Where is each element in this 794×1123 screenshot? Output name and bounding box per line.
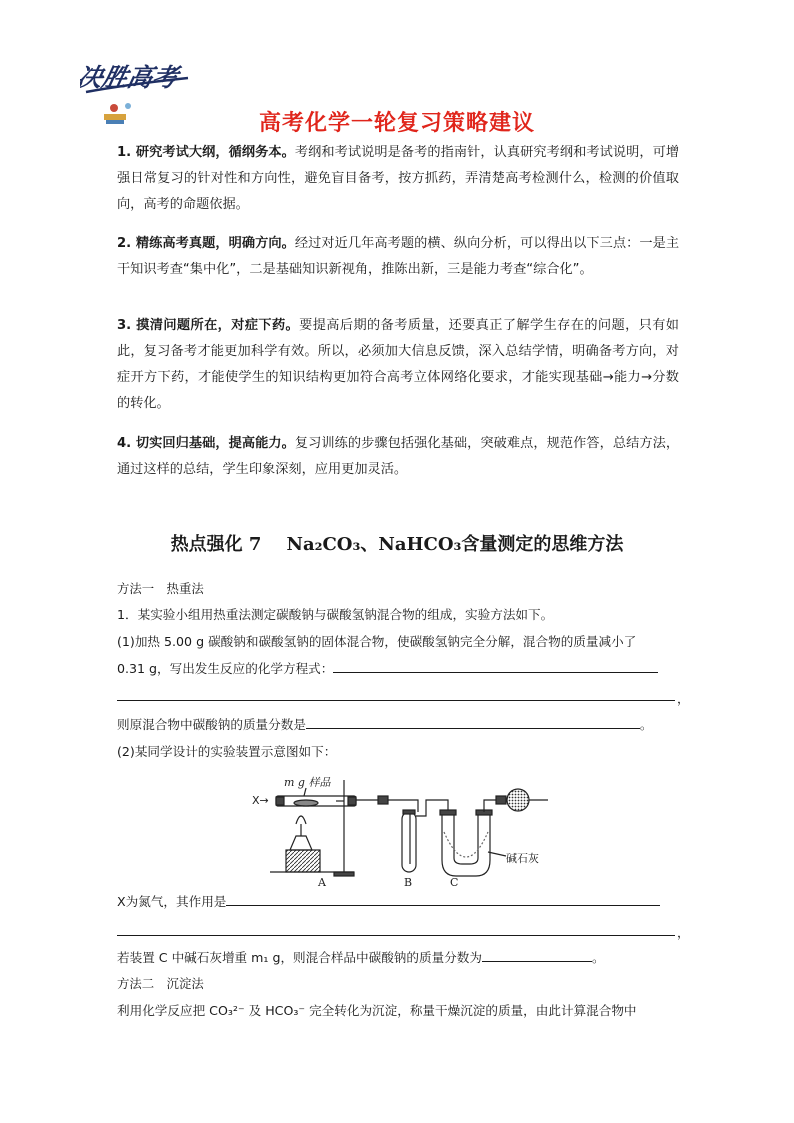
sample-label: m g 样品 xyxy=(284,776,331,789)
q1-nitrogen-role xyxy=(117,889,682,915)
soda-lime-prompt: 若装置 C 中碱石灰增重 m₁ g，则混合样品中碳酸钠的质量分数为 xyxy=(117,950,482,965)
soda-lime-label: 碱石灰 xyxy=(506,852,539,865)
answer-blank-na2co3-fraction[interactable] xyxy=(482,947,592,962)
section-title-prefix: 热点强化 7 xyxy=(170,534,262,555)
answer-blank-mass-fraction[interactable] xyxy=(306,714,640,729)
answer-blank-equation[interactable] xyxy=(333,658,658,673)
logo-text: 决胜高考 xyxy=(80,62,181,92)
tip-heading: 4. 切实回归基础，提高能力。 xyxy=(117,436,295,451)
label-c: C xyxy=(450,876,459,889)
q1-part1-prompt: 0.31 g，写出发生反应的化学方程式： xyxy=(117,661,334,676)
tip-text: 考纲和考试说明是备考的指南针，认真研究考纲和考试说明，可增强日常复习的针对性和方向性，避免盲目备考，按方抓药，弄清楚高考检测什么，检测的价值取向，高考的命题依据。 xyxy=(117,145,680,212)
answer-blank-nitrogen-cont[interactable] xyxy=(117,935,675,936)
tip-text: 要提高后期的备考质量，还要真正了解学生存在的问题，只有如此，复习备考才能更加科学有效。所以，必须加大信息反馈，深入总结学情，明确备考方向，对症开方下药，才能使学生的知识结构更加符合高考立体网络化要求，才能实现基础→能力→分数的转化。 xyxy=(117,318,679,411)
q1-mass-fraction xyxy=(117,712,682,738)
tip-heading: 1. 研究考试大纲，循纲务本。 xyxy=(117,145,295,160)
tip-heading: 3. 摸清问题所在，对症下药。 xyxy=(117,318,300,333)
section-title xyxy=(0,530,794,556)
method2-text: 利用化学反应把 CO₃²⁻ 及 HCO₃⁻ 完全转化为沉淀，称量干燥沉淀的质量，由此计算混合物中 xyxy=(117,1003,637,1018)
tip-heading: 2. 精练高考真题，明确方向。 xyxy=(117,236,295,251)
q1-part1-line2 xyxy=(117,656,682,682)
tip-text: 复习训练的步骤包括强化基础，突破难点，规范作答，总结方法，通过这样的总结，学生印象深刻，应用更加灵活。 xyxy=(117,436,680,477)
comma: ， xyxy=(677,691,690,706)
question-1: 1．某实验小组用热重法测定碳酸钠与碳酸氢钠混合物的组成，实验方法如下。 xyxy=(117,607,554,622)
x-label: X→ xyxy=(252,794,269,807)
tip-2 xyxy=(117,231,679,283)
period: 。 xyxy=(591,950,605,965)
label-b: B xyxy=(404,876,413,889)
answer-blank-equation-cont[interactable] xyxy=(117,700,675,701)
section-title-suffix: 含量测定的思维方法 xyxy=(461,534,624,555)
tip-4 xyxy=(117,431,679,483)
mass-fraction-prompt: 则原混合物中碳酸钠的质量分数是 xyxy=(117,717,306,732)
section-title-formula: Na₂CO₃、NaHCO₃ xyxy=(286,534,462,555)
label-a: A xyxy=(318,876,326,889)
nitrogen-role-prompt: X为氮气，其作用是 xyxy=(117,894,227,909)
q1-soda-lime xyxy=(117,945,682,971)
method2-heading: 方法二 沉淀法 xyxy=(117,976,204,991)
period: 。 xyxy=(639,717,653,732)
tip-3 xyxy=(117,313,679,417)
apparatus-diagram xyxy=(250,772,550,892)
method1-heading: 方法一 热重法 xyxy=(117,581,204,596)
answer-blank-nitrogen[interactable] xyxy=(226,891,660,906)
tip-text: 经过对近几年高考题的横、纵向分析，可以得出以下三点：一是主干知识考查“集中化”，二是基础知识新视角，推陈出新，三是能力考查“综合化”。 xyxy=(117,236,680,277)
q1-part1-line1: (1)加热 5.00 g 碳酸钠和碳酸氢钠的固体混合物，使碳酸氢钠完全分解，混合物的质量减小了 xyxy=(117,634,637,649)
comma: ， xyxy=(677,925,690,940)
q1-part2: (2)某同学设计的实验装置示意图如下： xyxy=(117,744,337,759)
tip-1 xyxy=(117,140,679,218)
page-title: 高考化学一轮复习策略建议 xyxy=(258,111,535,136)
